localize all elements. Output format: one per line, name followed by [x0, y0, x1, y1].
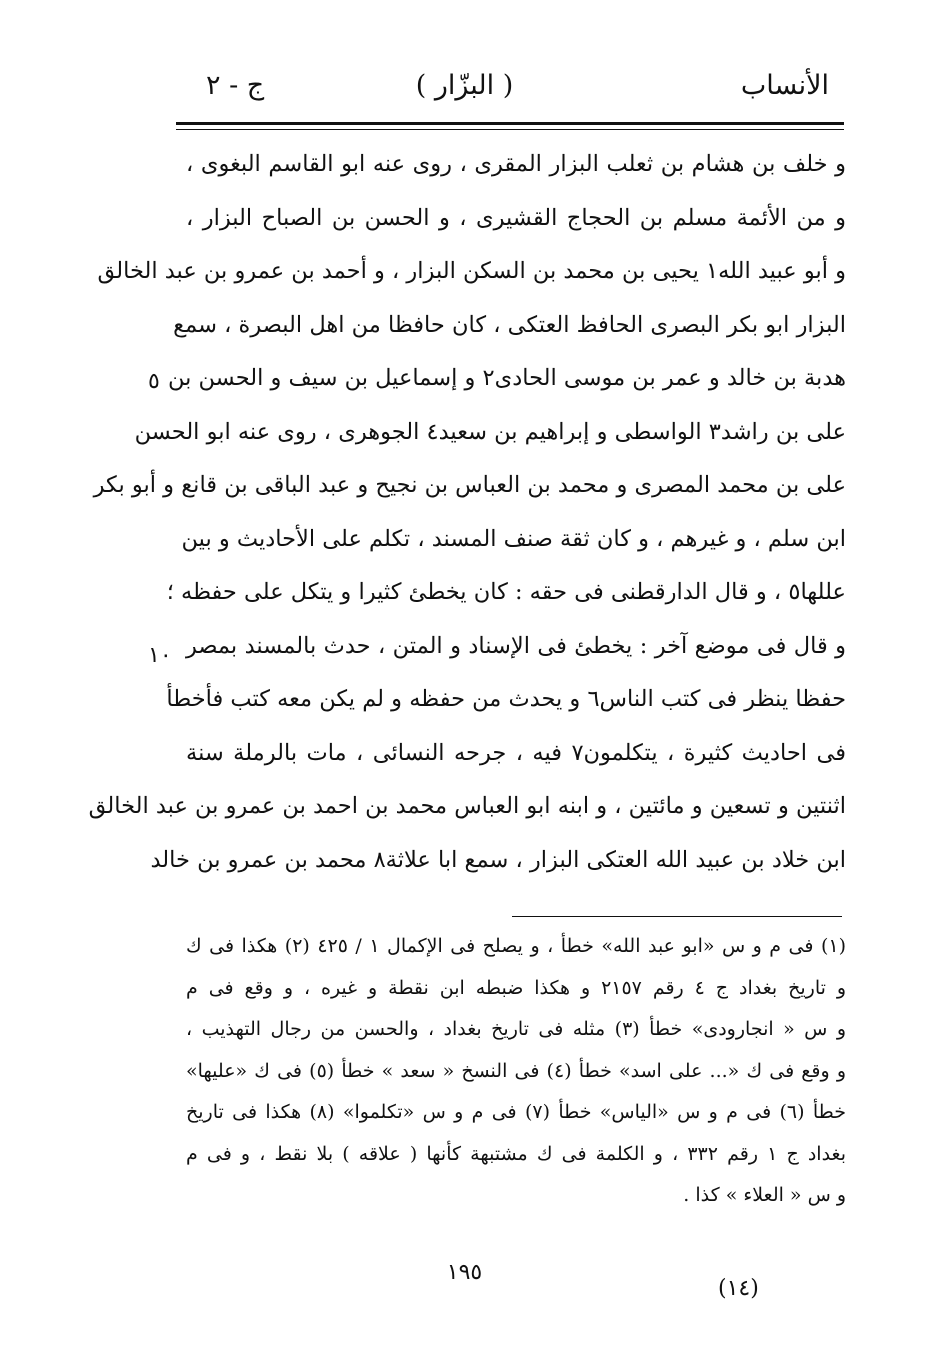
header-rule-thin — [176, 129, 844, 130]
footnote-line: و تاريخ بغداد ج ٤ رقم ٢١٥٧ و هكذا ضبطه ابن نقطة و غيره ، و وقع فى م — [186, 976, 846, 999]
footnote-rule — [512, 916, 842, 917]
text-line: حفظا ينظر فى كتب الناس٦ و يحدث من حفظه و لم يكن معه كتب فأخطأ — [166, 686, 846, 712]
text-line: و أبو عبيد الله١ يحيى بن محمد بن السكن البزار ، و أحمد بن عمرو بن عبد الخالق — [97, 258, 846, 284]
text-line: عللها٥ ، و قال الدارقطنى فى حقه : كان يخطئ كثيرا و يتكل على حفظه ؛ — [166, 579, 846, 605]
text-line: و خلف بن هشام بن ثعلب البزار المقرى ، روى عنه ابو القاسم البغوى ، — [186, 151, 846, 177]
text-line: اثنتين و تسعين و مائتين ، و ابنه ابو العباس محمد بن احمد بن عمرو بن عبد الخالق — [88, 793, 846, 819]
entry-heading: ( البزّار ) — [415, 70, 514, 101]
text-line: على بن محمد المصرى و محمد بن العباس بن نجيح و عبد الباقى بن قانع و أبو بكر — [93, 472, 846, 498]
footnote-line: و س « انجارودى» خطأ (٣) مثله فى تاريخ بغداد ، والحسن من رجال التهذيب ، — [186, 1018, 847, 1040]
line-number-5: ٥ — [148, 369, 160, 394]
text-line: فى احاديث كثيرة ، يتكلمون٧ فيه ، جرحه النسائى ، مات بالرملة سنة — [186, 739, 846, 766]
text-line: هدبة بن خالد و عمر بن موسى الحادى٢ و إسماعيل بن سيف و الحسن بن — [167, 365, 846, 391]
text-line: ابن سلم ، و غيرهم ، و كان ثقة صنف المسند ، تكلم على الأحاديث و بين — [181, 525, 846, 552]
text-line: و قال فى موضع آخر : يخطئ فى الإسناد و المتن ، حدث بالمسند بمصر — [186, 632, 846, 659]
footnote-line: و س « العلاء » كذا . — [683, 1184, 846, 1206]
volume-label: ج - ٢ — [206, 70, 265, 101]
text-line: ابن خلاد بن عبيد الله العتكى البزار ، سمع ابا علاثة٨ محمد بن عمرو بن خالد — [150, 846, 846, 873]
header-rule-thick — [176, 122, 844, 125]
footnote-line: بغداد ج ١ رقم ٣٣٢ ، و الكلمة فى ك مشتبهة كأنها ( علاقه ) بلا نقط ، و فى م — [186, 1142, 846, 1165]
line-number-10: ١٠ — [148, 643, 172, 668]
text-line: البزار ابو بكر البصرى الحافظ العتكى ، كان حافظا من اهل البصرة ، سمع — [173, 311, 846, 338]
signature-mark: (١٤) — [718, 1276, 759, 1301]
text-line: على بن راشد٣ الواسطى و إبراهيم بن سعيد٤ الجوهرى ، روى عنه ابو الحسن — [134, 418, 846, 445]
footnotes — [186, 926, 846, 1217]
footnote-line: خطأ (٦) فى م و س «الياس» خطأ (٧) فى م و س «تكلموا» (٨) هكذا فى تاريخ — [186, 1101, 846, 1123]
running-title: الأنساب — [740, 70, 829, 101]
text-line: و من الأئمة مسلم بن الحجاج القشيرى ، و الحسن بن الصباح البزار ، — [186, 204, 846, 231]
footnote-line: و وقع فى ك «... على اسد» خطأ (٤) فى النسخ « سعد » خطأ (٥) فى ك «عليها» — [186, 1059, 846, 1082]
page-number: ١٩٥ — [446, 1260, 483, 1285]
footnote-line: (١) فى م و س «ابو عبد الله» خطأ ، و يصلح فى الإكمال ١ / ٤٢٥ (٢) هكذا فى ك — [186, 935, 847, 957]
